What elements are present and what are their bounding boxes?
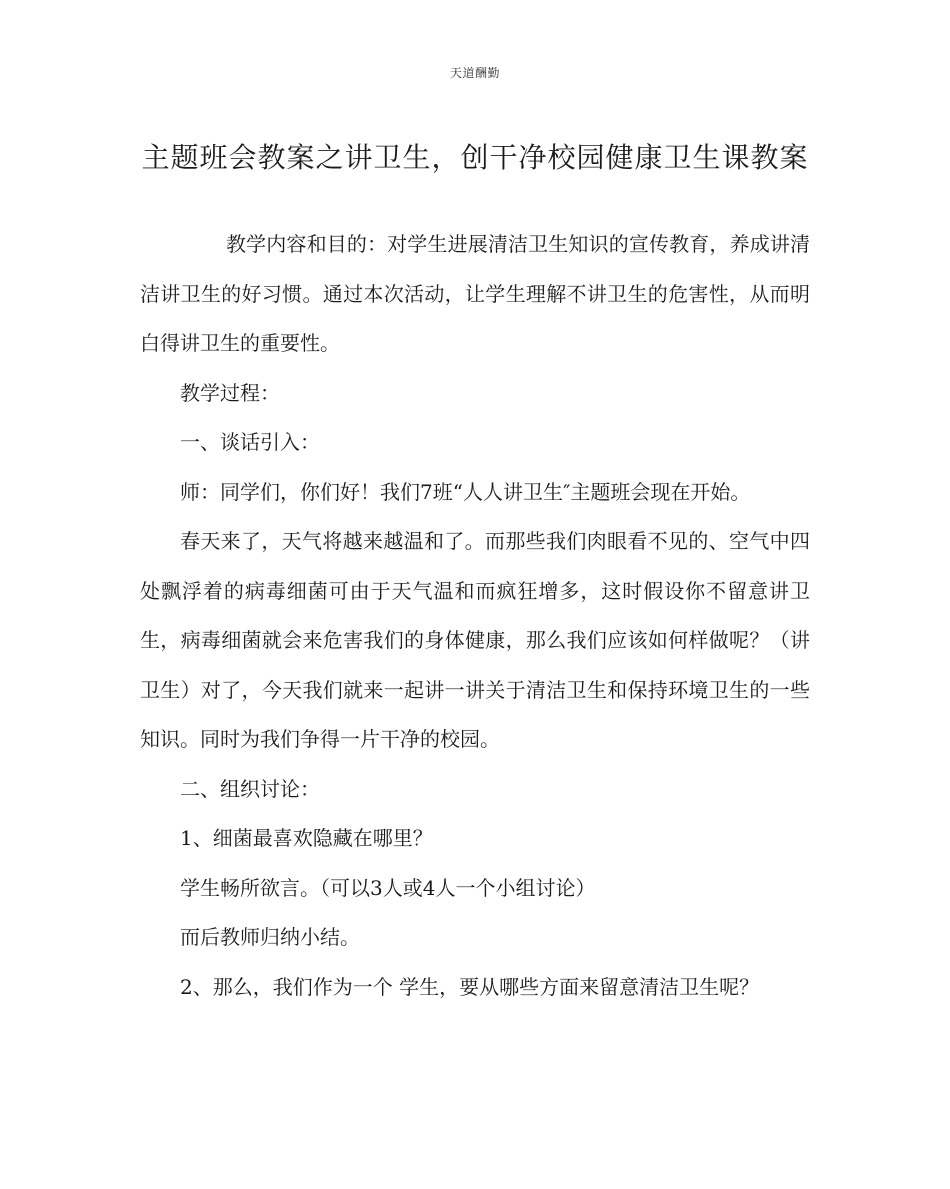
question-2: 2、那么，我们作为一个 学生，要从哪些方面来留意清洁卫生呢？	[180, 974, 760, 999]
page-header: 天道酬勤	[449, 66, 500, 80]
section-heading-discussion: 二、组织讨论：	[180, 776, 320, 801]
paragraph-teacher-greeting: 师：同学们，你们好！我们7班“人人讲卫生″主题班会现在开始。	[180, 479, 751, 504]
paragraph-student-discussion: 学生畅所欲言。（可以3人或4人一个小组讨论）	[180, 875, 596, 900]
question-1: 1、细菌最喜欢隐藏在哪里？	[180, 826, 433, 850]
document-title: 主题班会教案之讲卫生，创干净校园健康卫生课教案	[141, 141, 809, 174]
paragraph-teacher-summary: 而后教师归纳小结。	[180, 925, 360, 949]
document-body	[140, 220, 810, 1012]
paragraph-purpose: 教学内容和目的：对学生进展清洁卫生知识的宣传教育，养成讲清洁讲卫生的好习惯。通过本次活动，让学生理解不讲卫生的危害性，从而明白得讲卫生的重要性。	[140, 232, 810, 355]
paragraph-process-heading: 教学过程：	[180, 380, 280, 405]
paragraph-spring: 春天来了，天气将越来越温和了。而那些我们肉眼看不见的、空气中四处飘浮着的病毒细菌可由于天气温和而疯狂增多，这时假设你不留意讲卫生，病毒细菌就会来危害我们的身体健康，那么我们应该如何样做呢？（讲卫生）对了，今天我们就来一起讲一讲关于清洁卫生和保持环境卫生的一些知识。同时为我们争得一片干净的校园。	[140, 529, 810, 751]
section-heading-intro: 一、谈话引入：	[180, 430, 320, 454]
